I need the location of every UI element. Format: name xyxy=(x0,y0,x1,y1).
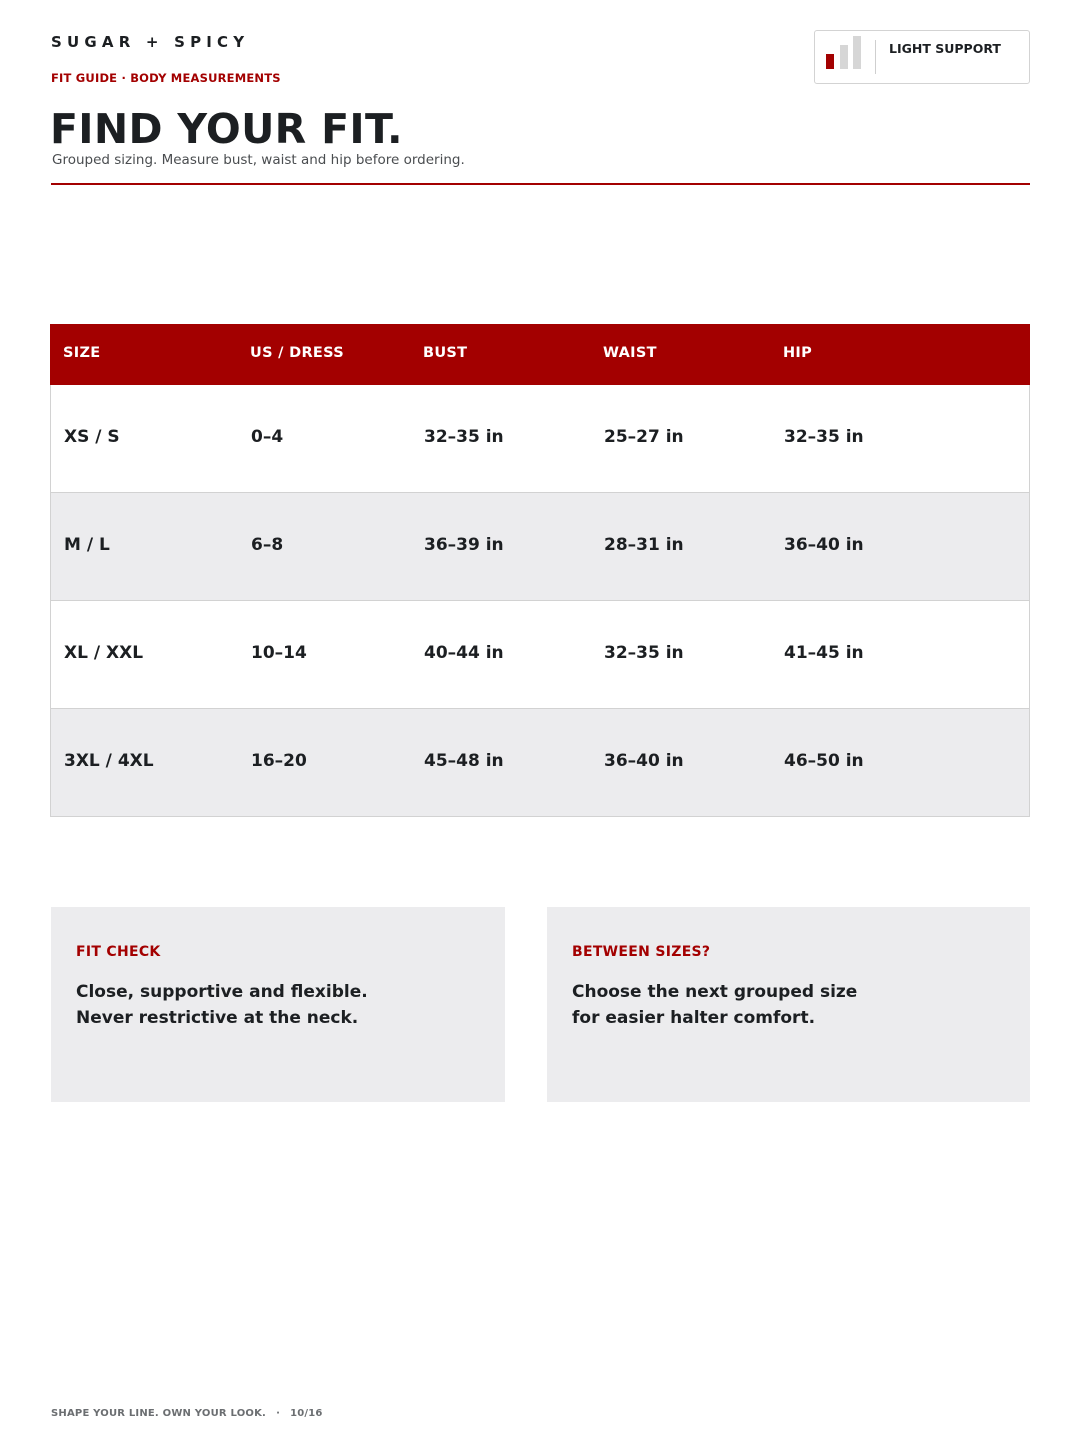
fit-check-card xyxy=(51,907,505,1102)
cell-hip: 46–50 in xyxy=(784,751,864,771)
table-row xyxy=(51,709,1029,816)
cell-bust: 36–39 in xyxy=(424,535,504,555)
section-kicker: FIT GUIDE · BODY MEASUREMENTS xyxy=(51,71,281,85)
between-sizes-body xyxy=(572,979,857,1031)
cell-bust: 45–48 in xyxy=(424,751,504,771)
support-level-card xyxy=(814,30,1030,84)
meter-bar-3 xyxy=(853,36,861,69)
table-row xyxy=(51,385,1029,493)
cell-us-dress: 6–8 xyxy=(251,535,284,555)
cell-waist: 25–27 in xyxy=(604,427,684,447)
size-table xyxy=(50,324,1030,817)
between-sizes-title: BETWEEN SIZES? xyxy=(572,944,711,960)
cell-bust: 32–35 in xyxy=(424,427,504,447)
footer-separator: · xyxy=(276,1408,281,1419)
header-waist: WAIST xyxy=(603,345,657,361)
header-us-dress: US / DRESS xyxy=(250,345,344,361)
footer-tagline: SHAPE YOUR LINE. OWN YOUR LOOK. xyxy=(51,1408,267,1419)
fit-check-line: Never restrictive at the neck. xyxy=(76,1008,359,1028)
fit-check-line: Close, supportive and flexible. xyxy=(76,982,368,1002)
cell-us-dress: 16–20 xyxy=(251,751,307,771)
cell-size: 3XL / 4XL xyxy=(64,751,154,771)
page-number: 10/16 xyxy=(290,1408,323,1419)
table-header xyxy=(50,324,1030,385)
support-level-label: LIGHT SUPPORT xyxy=(889,41,1001,56)
cell-bust: 40–44 in xyxy=(424,643,504,663)
page-subtitle: Grouped sizing. Measure bust, waist and hip before ordering. xyxy=(52,152,465,168)
cell-waist: 32–35 in xyxy=(604,643,684,663)
meter-bar-1 xyxy=(826,54,834,69)
cell-size: XS / S xyxy=(64,427,120,447)
cell-waist: 36–40 in xyxy=(604,751,684,771)
cell-size: XL / XXL xyxy=(64,643,144,663)
cell-waist: 28–31 in xyxy=(604,535,684,555)
cell-hip: 32–35 in xyxy=(784,427,864,447)
cell-hip: 36–40 in xyxy=(784,535,864,555)
page-footer xyxy=(51,1408,323,1419)
fit-check-body xyxy=(76,979,368,1031)
cell-hip: 41–45 in xyxy=(784,643,864,663)
card-divider xyxy=(875,40,876,74)
cell-us-dress: 10–14 xyxy=(251,643,307,663)
table-row xyxy=(51,601,1029,709)
brand-wordmark: SUGAR + SPICY xyxy=(51,33,250,51)
header-hip: HIP xyxy=(783,345,813,361)
cell-us-dress: 0–4 xyxy=(251,427,284,447)
header-size: SIZE xyxy=(63,345,101,361)
table-row xyxy=(51,493,1029,601)
page-title: FIND YOUR FIT. xyxy=(50,105,403,153)
between-sizes-line: Choose the next grouped size xyxy=(572,982,858,1002)
between-sizes-line: for easier halter comfort. xyxy=(572,1008,816,1028)
table-body xyxy=(50,385,1030,817)
fit-check-title: FIT CHECK xyxy=(76,944,161,960)
meter-bar-2 xyxy=(840,45,848,69)
title-divider xyxy=(51,183,1030,185)
support-level-meter-icon xyxy=(826,35,866,69)
header-bust: BUST xyxy=(423,345,468,361)
cell-size: M / L xyxy=(64,535,110,555)
between-sizes-card xyxy=(547,907,1030,1102)
